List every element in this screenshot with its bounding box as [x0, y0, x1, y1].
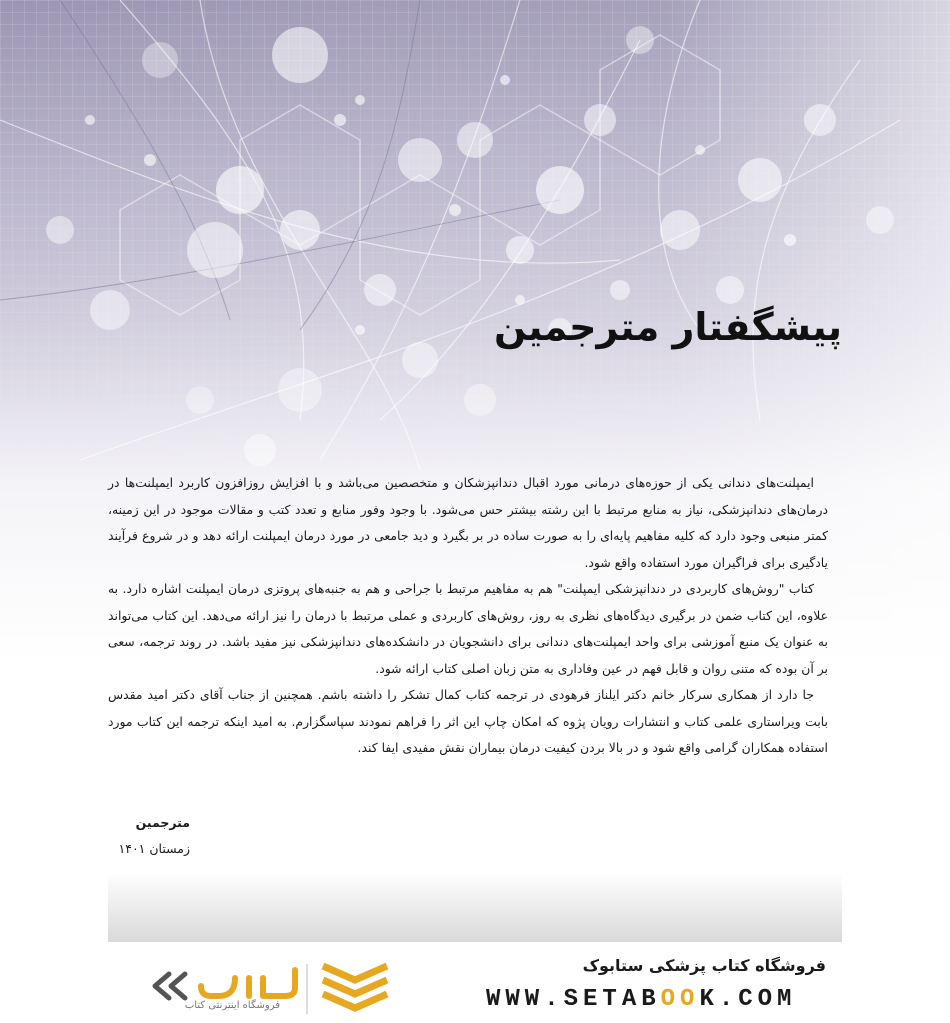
- paragraph: ایمپلنت‌های دندانی یکی از حوزه‌های درمانی مورد اقبال دندانپزشکان و متخصصین می‌باشد و با افزایش روزافزون کاربرد ایمپلنت‌ها در درمان‌های دندانپزشکی، نیاز به منابع مرتبط با این رشته بیشتر حس می‌شود. با وجود وفور منابع و تعدد کتب و مقالات موجود در این زمینه، کمتر منبعی وجود دارد که کلیه مفاهیم پایه‌ای را به صورت ساده در بر بگیرد و دید جامعی در مورد درمان ایمپلنت ارائه دهد و در شروع فرآیند یادگیری برای فراگیران مورد استفاده واقع شود.: [108, 475, 828, 570]
- store-url[interactable]: [486, 986, 796, 1013]
- signature-by: مترجمین: [135, 815, 190, 830]
- chevron-stack-icon: [323, 966, 387, 1008]
- preface-body: [108, 470, 828, 762]
- footer-shade: [108, 872, 842, 942]
- paragraph: کتاب "روش‌های کاربردی در دندانپزشکی ایمپلنت" هم به مفاهیم مرتبط با جراحی و هم به جنبه‌های پروتزی درمان ایمپلنت اشاره دارد. به علاوه، این کتاب ضمن در برگیری دیدگاه‌های نظری به روز، روش‌های کاربردی و عملی مرتبط با درمان را نیز ارائه می‌دهد. این کتاب می‌تواند به عنوان یک منبع آموزشی برای واحد ایمپلنت‌های دندانی برای دانشجویان در دانشکده‌های دندانپزشکی نیز مفید باشد. در روند ترجمه، سعی بر آن بوده که متنی روان و قابل فهم در عین وفاداری به متن زبان اصلی کتاب ارائه شود.: [108, 581, 828, 676]
- double-chevron-icon: [155, 974, 185, 998]
- url-accent: OO: [660, 986, 700, 1013]
- logo-subtitle: فروشگاه اینترنتی کتاب: [184, 1000, 280, 1011]
- wordmark-shape: [201, 970, 295, 996]
- signature-date: زمستان ۱۴۰۱: [118, 841, 190, 856]
- footer: [0, 942, 950, 1023]
- store-name: فروشگاه کتاب پزشکی ستابوک: [582, 956, 826, 975]
- signature-block: [110, 810, 190, 862]
- url-prefix: WWW.SETAB: [486, 986, 661, 1013]
- url-suffix: K.COM: [699, 986, 797, 1013]
- page-title: پیشگفتار مترجمین: [493, 305, 842, 349]
- paragraph: جا دارد از همکاری سرکار خانم دکتر ایلناز فرهودی در ترجمه کتاب کمال تشکر را داشته باشم. همچنین از جناب آقای دکتر امید مقدس بابت ویراستاری علمی کتاب و انتشارات رویان پژوه که امکان چاپ این اثر را فراهم نمودند سپاسگزارم. به امید اینکه ترجمه این کتاب مورد استفاده همکاران گرامی واقع شود و در بالا بردن کیفیت درمان بیماران نقش مفیدی ایفا کند.: [108, 687, 828, 755]
